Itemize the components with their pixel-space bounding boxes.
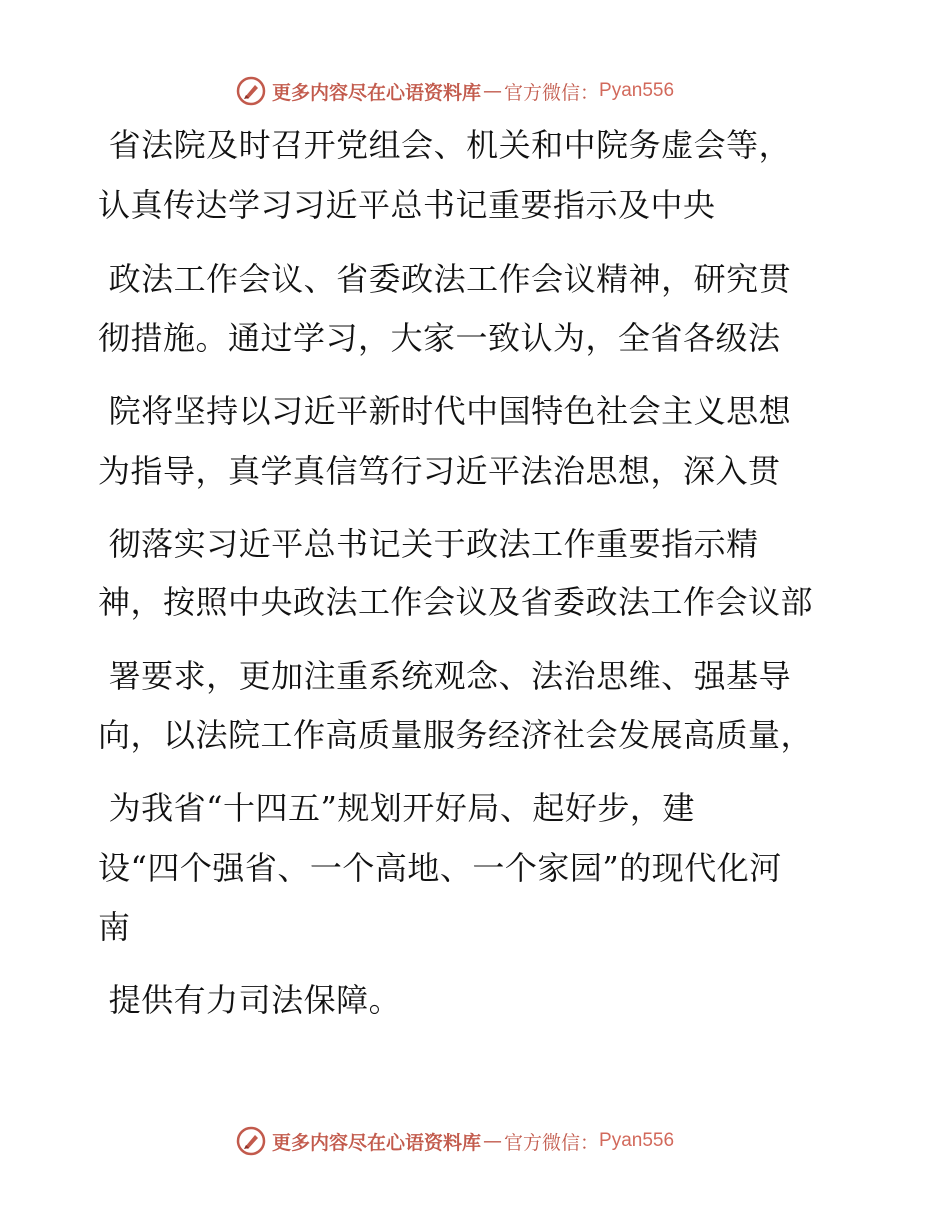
text-line: 政法工作会议、省委政法工作会议精神，研究贯 xyxy=(98,260,792,298)
text-line: 向，以法院工作高质量服务经济社会发展高质量， xyxy=(98,716,814,754)
text-line: 院将坚持以习近平新时代中国特色社会主义思想 xyxy=(98,392,792,430)
watermark-brand: 更多内容尽在心语资料库 xyxy=(272,81,482,104)
text-line: 认真传达学习习近平总书记重要指示及中央 xyxy=(98,186,716,224)
text-line: 提供有力司法保障。 xyxy=(98,981,402,1019)
text-line: 南 xyxy=(98,908,131,946)
header-watermark xyxy=(236,74,674,108)
watermark-brand: 更多内容尽在心语资料库 xyxy=(272,1131,482,1154)
text-line: 彻落实习近平总书记关于政法工作重要指示精 xyxy=(98,525,759,563)
watermark-wechat-label: 官方微信： xyxy=(504,1131,600,1154)
watermark-wechat-id: Pyan556 xyxy=(599,1130,675,1151)
text-line: 为我省“十四五”规划开好局、起好步，建 xyxy=(98,789,695,827)
watermark-wechat-label: 官方微信： xyxy=(504,81,600,104)
text-line: 省法院及时召开党组会、机关和中院务虚会等， xyxy=(98,126,792,164)
text-line: 彻措施。通过学习，大家一致认为，全省各级法 xyxy=(98,319,781,357)
footer-watermark xyxy=(236,1124,674,1158)
watermark-separator: — xyxy=(483,1130,503,1152)
text-line: 为指导，真学真信笃行习近平法治思想，深入贯 xyxy=(98,452,781,490)
text-line: 神，按照中央政法工作会议及省委政法工作会议部 xyxy=(98,583,814,621)
text-line: 设“四个强省、一个高地、一个家园”的现代化河 xyxy=(98,849,782,887)
watermark-separator: — xyxy=(483,80,503,102)
watermark-wechat-id: Pyan556 xyxy=(599,80,675,101)
pen-nib-logo-icon xyxy=(236,1126,266,1156)
text-line: 署要求，更加注重系统观念、法治思维、强基导 xyxy=(98,657,792,695)
pen-nib-logo-icon xyxy=(236,76,266,106)
